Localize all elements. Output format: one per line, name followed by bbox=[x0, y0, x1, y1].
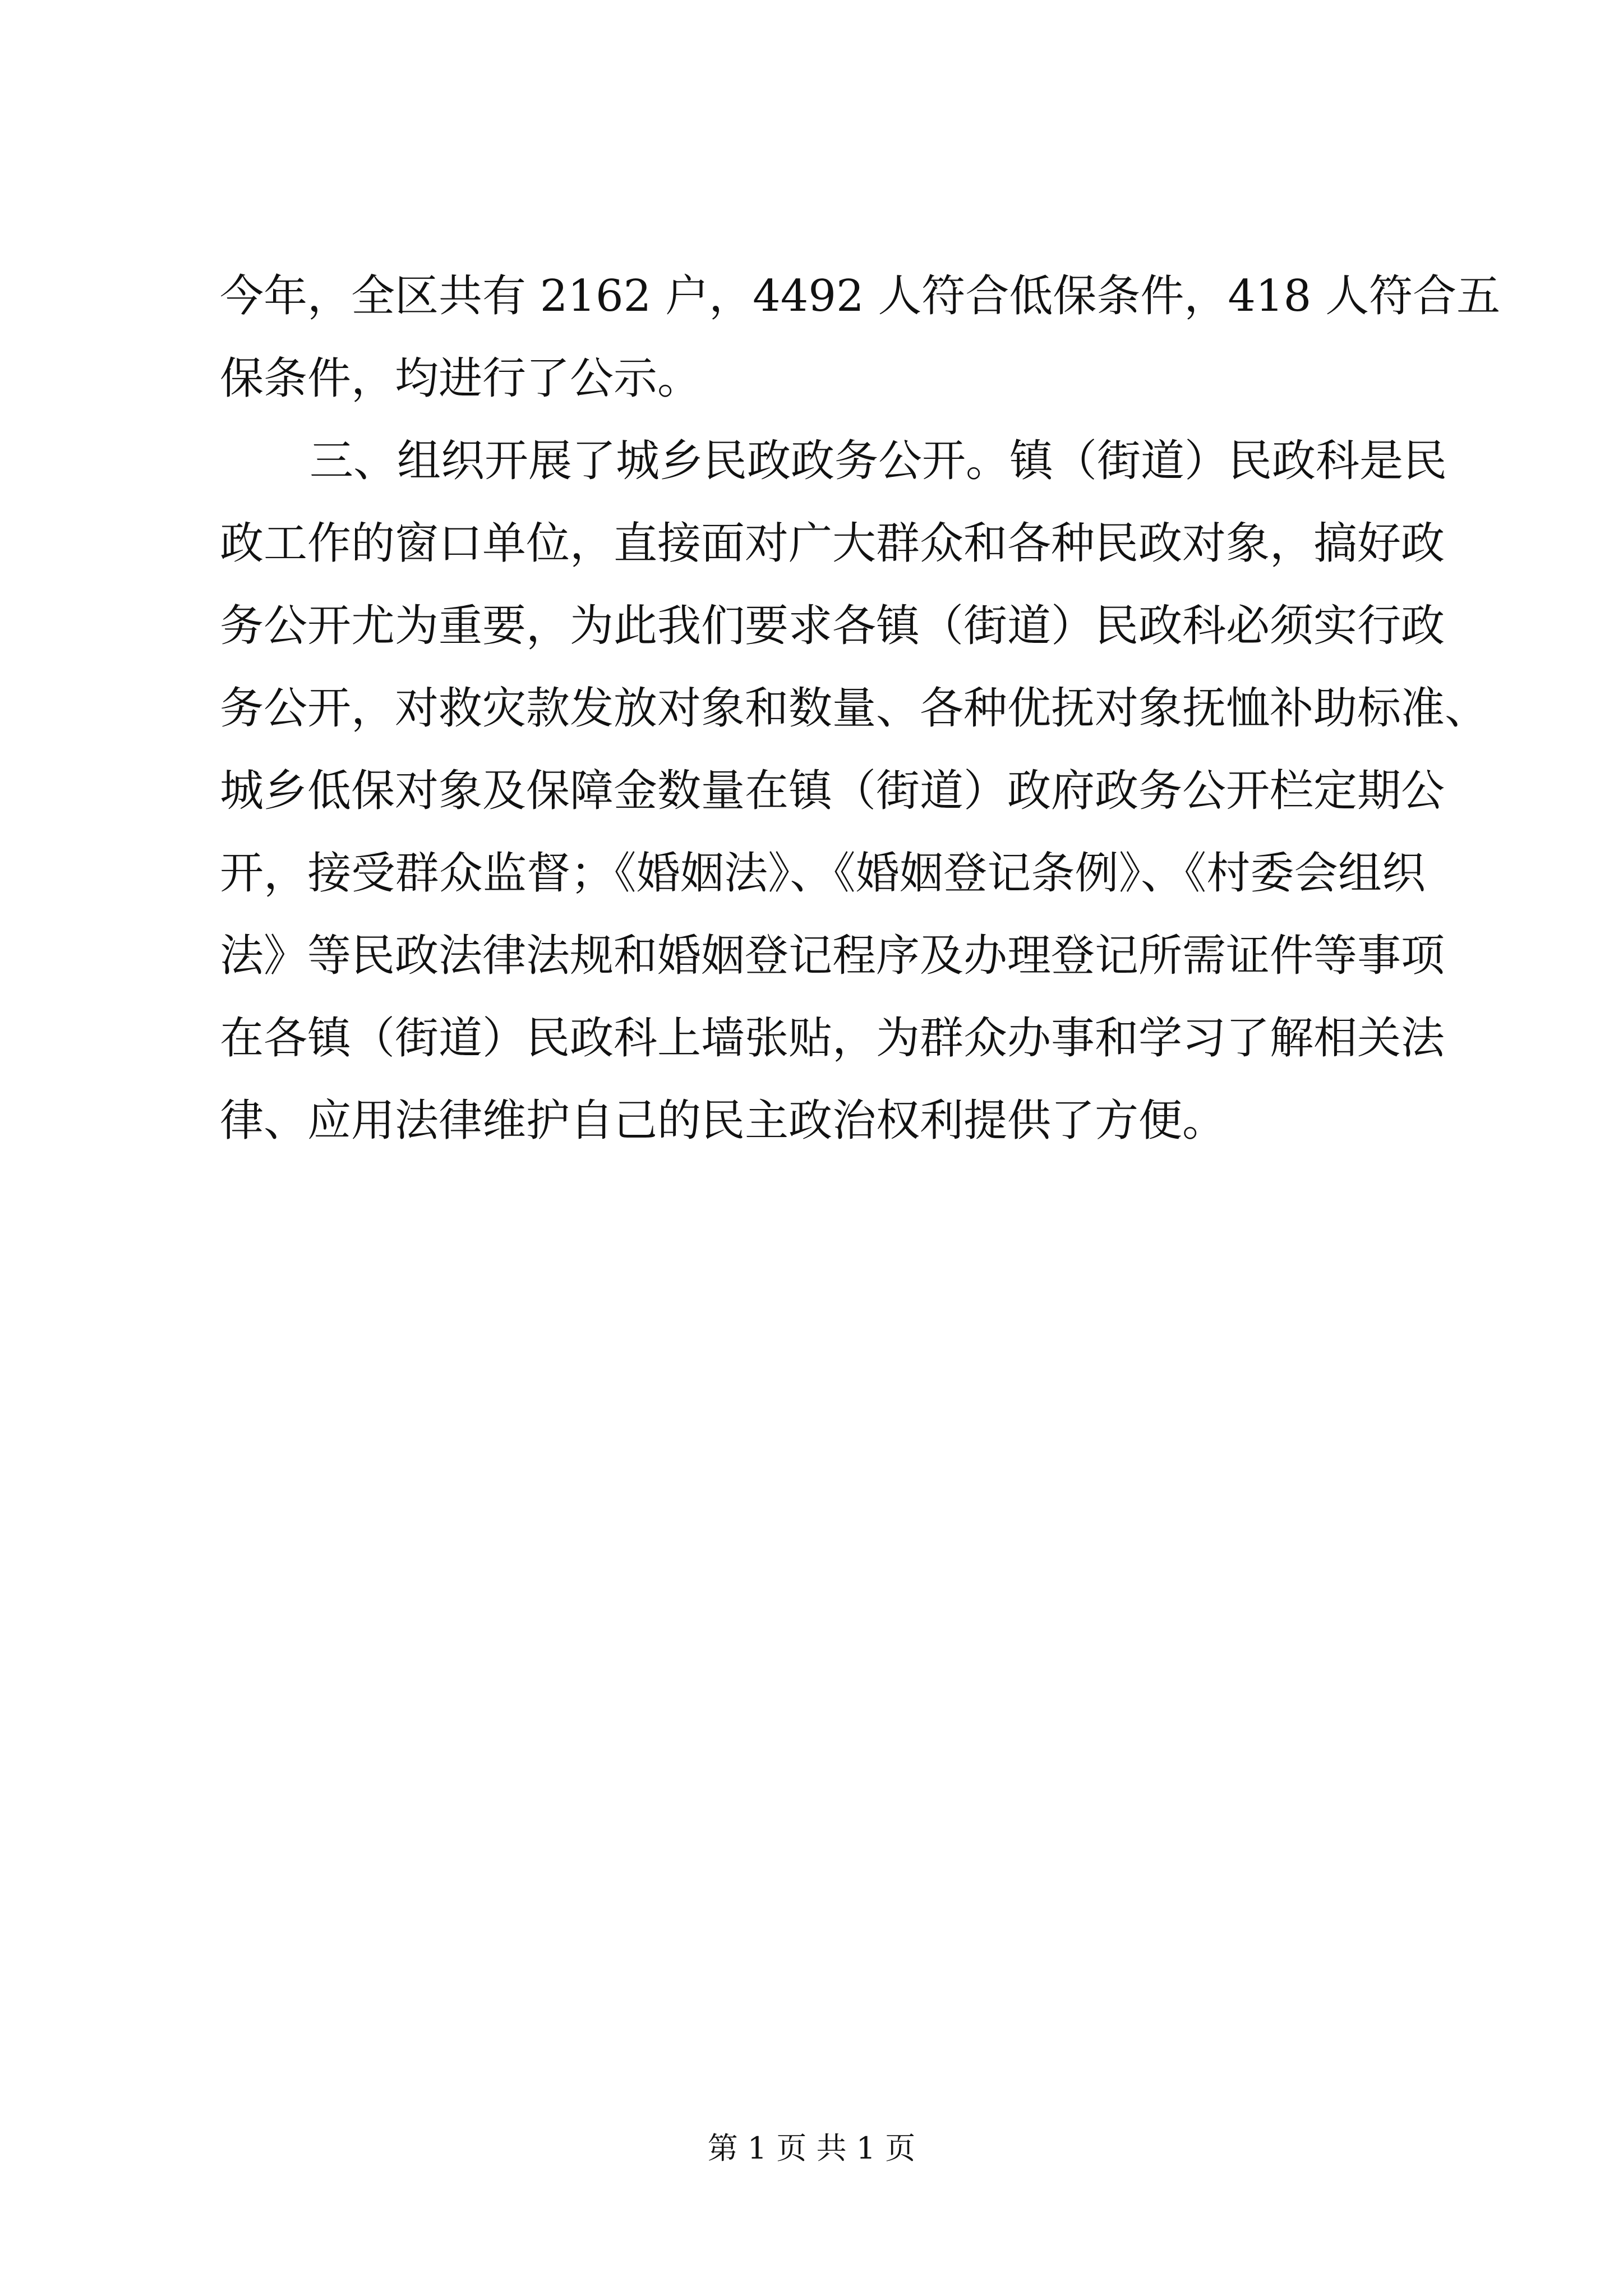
text-line: 务公开，对救灾款发放对象和数量、各种优抚对象抚恤补助标准、 bbox=[220, 683, 1489, 734]
page-footer: 第 1 页 共 1 页 bbox=[707, 2131, 916, 2166]
text-line: 在各镇（街道）民政科上墙张贴，为群众办事和学习了解相关法 bbox=[220, 1013, 1445, 1064]
text-line: 政工作的窗口单位，直接面对广大群众和各种民政对象，搞好政 bbox=[220, 518, 1445, 569]
text-line: 律、应用法律维护自己的民主政治权利提供了方便。 bbox=[220, 1096, 1227, 1146]
text-line: 法》等民政法律法规和婚姻登记程序及办理登记所需证件等事项 bbox=[220, 931, 1445, 981]
text-line: 城乡低保对象及保障金数量在镇（街道）政府政务公开栏定期公 bbox=[220, 766, 1445, 816]
paragraph bbox=[220, 255, 1501, 420]
text-line: 今年，全区共有 2162 户，4492 人符合低保条件，418 人符合五 bbox=[220, 271, 1501, 321]
text-line: 保条件，均进行了公示。 bbox=[220, 353, 702, 404]
text-line: 三、组织开展了城乡民政政务公开。镇（街道）民政科是民 bbox=[310, 436, 1447, 486]
text-line: 务公开尤为重要，为此我们要求各镇（街道）民政科必须实行政 bbox=[220, 601, 1445, 651]
text-line: 开，接受群众监督；《婚姻法》、《婚姻登记条例》、《村委会组织 bbox=[220, 848, 1426, 899]
paragraph bbox=[220, 420, 1489, 1162]
document-body bbox=[220, 255, 1501, 1162]
